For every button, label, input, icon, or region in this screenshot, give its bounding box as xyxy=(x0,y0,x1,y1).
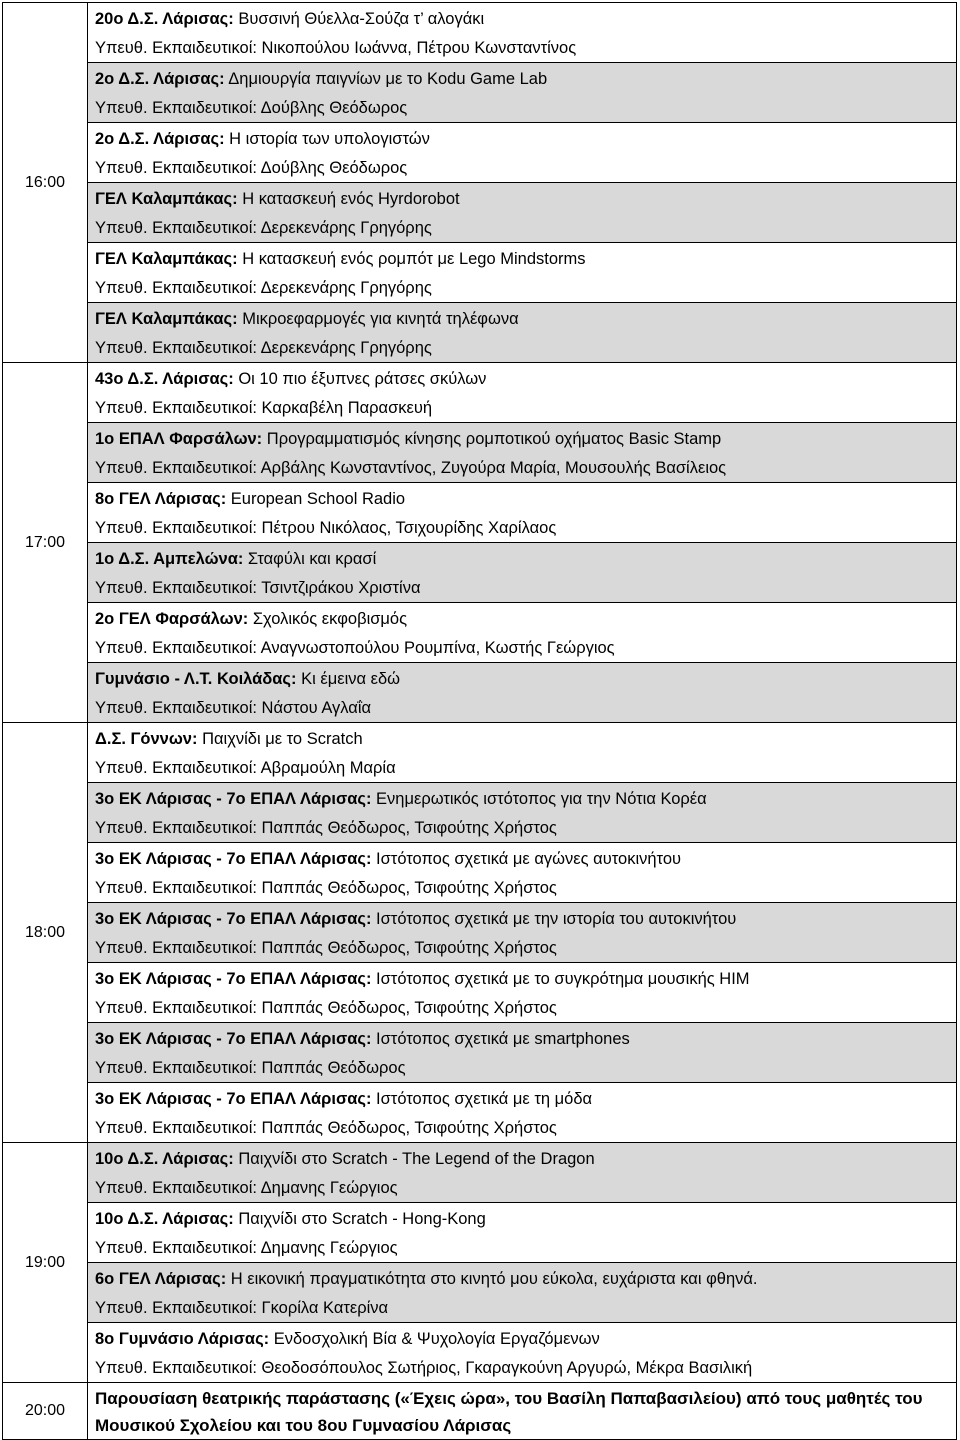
event-title-line xyxy=(95,65,956,94)
event-row xyxy=(3,1023,957,1083)
school-name: Γυμνάσιο - Λ.Τ. Κοιλάδας: xyxy=(95,670,297,688)
project-title: Η ιστορία των υπολογιστών xyxy=(224,130,430,148)
event-row xyxy=(3,1263,957,1323)
event-title-line xyxy=(95,785,956,814)
school-name: ΓΕΛ Καλαμπάκας: xyxy=(95,250,238,268)
responsible-teachers: Υπευθ. Εκπαιδευτικοί: Νικοπούλου Ιωάννα, Πέτρου Κωνσταντίνος xyxy=(95,38,577,57)
project-title: Παιχνίδι στο Scratch - Hong-Kong xyxy=(233,1210,486,1228)
school-name: 1ο Δ.Σ. Αμπελώνα: xyxy=(95,550,244,568)
event-title-line xyxy=(95,665,956,694)
event-row xyxy=(3,663,957,723)
event-row xyxy=(3,423,957,483)
event-title-line xyxy=(95,305,956,334)
event-cell xyxy=(88,663,957,723)
project-title: Οι 10 πιο έξυπνες ράτσες σκύλων xyxy=(233,370,487,388)
event-row xyxy=(3,783,957,843)
responsible-teachers: Υπευθ. Εκπαιδευτικοί: Δερεκενάρης Γρηγόρης xyxy=(95,278,432,297)
project-title: Η κατασκευή ενός ρομπότ με Lego Mindstorms xyxy=(237,250,586,268)
school-name: Δ.Σ. Γόννων: xyxy=(95,730,198,748)
project-title: Μικροεφαρμογές για κινητά τηλέφωνα xyxy=(237,310,519,328)
school-name: 20ο Δ.Σ. Λάρισας: xyxy=(95,10,234,28)
event-cell xyxy=(88,303,957,363)
schedule-body xyxy=(3,3,957,1440)
school-name: 8ο ΓΕΛ Λάρισας: xyxy=(95,490,227,508)
event-title-line xyxy=(95,425,956,454)
event-cell xyxy=(88,603,957,663)
event-title-line xyxy=(95,125,956,154)
responsible-teachers: Υπευθ. Εκπαιδευτικοί: Γκορίλα Κατερίνα xyxy=(95,1298,389,1317)
event-title-line xyxy=(95,1205,956,1234)
responsible-teachers: Υπευθ. Εκπαιδευτικοί: Δημανης Γεώργιος xyxy=(95,1178,398,1197)
responsible-teachers: Υπευθ. Εκπαιδευτικοί: Αβραμούλη Μαρία xyxy=(95,758,396,777)
event-cell xyxy=(88,423,957,483)
project-title: Δημιουργία παιγνίων με το Kodu Game Lab xyxy=(224,70,548,88)
event-title-line xyxy=(95,245,956,274)
event-row xyxy=(3,1083,957,1143)
event-title-line xyxy=(95,1325,956,1354)
school-name: 6ο ΓΕΛ Λάρισας: xyxy=(95,1270,227,1288)
project-title: Ιστότοπος σχετικά με το συγκρότημα μουσικής HIM xyxy=(371,970,750,988)
project-title: Κι έμεινα εδώ xyxy=(296,670,401,688)
event-row xyxy=(3,483,957,543)
project-title: Προγραμματισμός κίνησης ρομποτικού οχήματος Basic Stamp xyxy=(262,430,722,448)
responsible-teachers: Υπευθ. Εκπαιδευτικοί: Δημανης Γεώργιος xyxy=(95,1238,398,1257)
event-row xyxy=(3,723,957,783)
event-cell xyxy=(88,1203,957,1263)
school-name: ΓΕΛ Καλαμπάκας: xyxy=(95,310,238,328)
school-name: 3ο ΕΚ Λάρισας - 7ο ΕΠΑΛ Λάρισας: xyxy=(95,910,372,928)
event-cell xyxy=(88,483,957,543)
project-title: Παιχνίδι με το Scratch xyxy=(197,730,363,748)
event-title-line xyxy=(95,1085,956,1114)
school-name: 8ο Γυμνάσιο Λάρισας: xyxy=(95,1330,270,1348)
responsible-teachers: Υπευθ. Εκπαιδευτικοί: Τσιντζιράκου Χριστίνα xyxy=(95,578,421,597)
event-row xyxy=(3,903,957,963)
school-name: 3ο ΕΚ Λάρισας - 7ο ΕΠΑΛ Λάρισας: xyxy=(95,850,372,868)
event-row xyxy=(3,543,957,603)
project-title: Ενημερωτικός ιστότοπος για την Νότια Κορέα xyxy=(371,790,707,808)
event-cell xyxy=(88,783,957,843)
project-title: Σταφύλι και κρασί xyxy=(243,550,377,568)
schedule-table xyxy=(2,2,957,1440)
event-row xyxy=(3,843,957,903)
event-title-line xyxy=(95,1025,956,1054)
event-title-line xyxy=(95,905,956,934)
event-title-line xyxy=(95,845,956,874)
responsible-teachers: Υπευθ. Εκπαιδευτικοί: Δερεκενάρης Γρηγόρης xyxy=(95,338,432,357)
event-title-line xyxy=(95,1145,956,1174)
event-row xyxy=(3,123,957,183)
responsible-teachers: Υπευθ. Εκπαιδευτικοί: Δερεκενάρης Γρηγόρης xyxy=(95,218,432,237)
project-title: Ενδοσχολική Βία & Ψυχολογία Εργαζόμενων xyxy=(269,1330,600,1348)
event-cell xyxy=(88,1083,957,1143)
school-name: 10ο Δ.Σ. Λάρισας: xyxy=(95,1150,234,1168)
event-row xyxy=(3,1203,957,1263)
school-name: 10ο Δ.Σ. Λάρισας: xyxy=(95,1210,234,1228)
project-title: Ιστότοπος σχετικά με αγώνες αυτοκινήτου xyxy=(371,850,682,868)
event-cell xyxy=(88,723,957,783)
event-row xyxy=(3,1143,957,1203)
closing-row xyxy=(3,1383,957,1440)
event-cell xyxy=(88,63,957,123)
event-row xyxy=(3,1323,957,1383)
school-name: 3ο ΕΚ Λάρισας - 7ο ΕΠΑΛ Λάρισας: xyxy=(95,1030,372,1048)
event-cell xyxy=(88,843,957,903)
closing-event-cell xyxy=(88,1383,957,1440)
responsible-teachers: Υπευθ. Εκπαιδευτικοί: Παππάς Θεόδωρος, Τσιφούτης Χρήστος xyxy=(95,998,557,1017)
event-row xyxy=(3,3,957,63)
time-slot-label: 19:00 xyxy=(3,1143,88,1383)
responsible-teachers: Υπευθ. Εκπαιδευτικοί: Παππάς Θεόδωρος, Τσιφούτης Χρήστος xyxy=(95,1118,557,1137)
event-title-line xyxy=(95,5,956,34)
project-title: Η κατασκευή ενός Hyrdorobot xyxy=(237,190,460,208)
event-cell xyxy=(88,903,957,963)
responsible-teachers: Υπευθ. Εκπαιδευτικοί: Δούβλης Θεόδωρος xyxy=(95,98,408,117)
responsible-teachers: Υπευθ. Εκπαιδευτικοί: Καρκαβέλη Παρασκευή xyxy=(95,398,433,417)
school-name: 3ο ΕΚ Λάρισας - 7ο ΕΠΑΛ Λάρισας: xyxy=(95,970,372,988)
event-title-line xyxy=(95,485,956,514)
time-slot-label: 16:00 xyxy=(3,3,88,363)
school-name: 3ο ΕΚ Λάρισας - 7ο ΕΠΑΛ Λάρισας: xyxy=(95,790,372,808)
event-row xyxy=(3,963,957,1023)
event-row xyxy=(3,63,957,123)
event-title-line xyxy=(95,365,956,394)
event-cell xyxy=(88,243,957,303)
event-cell xyxy=(88,1143,957,1203)
event-cell xyxy=(88,1263,957,1323)
event-title-line xyxy=(95,1265,956,1294)
event-row xyxy=(3,303,957,363)
event-row xyxy=(3,243,957,303)
event-title-line xyxy=(95,605,956,634)
event-title-line xyxy=(95,725,956,754)
project-title: Σχολικός εκφοβισμός xyxy=(248,610,408,628)
school-name: 2ο Δ.Σ. Λάρισας: xyxy=(95,130,225,148)
event-title-line xyxy=(95,185,956,214)
event-row xyxy=(3,363,957,423)
project-title: Παιχνίδι στο Scratch - The Legend of the Dragon xyxy=(233,1150,595,1168)
event-row xyxy=(3,603,957,663)
event-title-line xyxy=(95,545,956,574)
responsible-teachers: Υπευθ. Εκπαιδευτικοί: Παππάς Θεόδωρος xyxy=(95,1058,406,1077)
responsible-teachers: Υπευθ. Εκπαιδευτικοί: Θεοδοσόπουλος Σωτήριος, Γκαραγκούνη Αργυρώ, Μέκρα Βασιλική xyxy=(95,1358,753,1377)
event-cell xyxy=(88,963,957,1023)
school-name: ΓΕΛ Καλαμπάκας: xyxy=(95,190,238,208)
responsible-teachers: Υπευθ. Εκπαιδευτικοί: Αρβάλης Κωνσταντίνος, Ζυγούρα Μαρία, Μουσουλής Βασίλειος xyxy=(95,458,727,477)
responsible-teachers: Υπευθ. Εκπαιδευτικοί: Πέτρου Νικόλαος, Τσιχουρίδης Χαρίλαος xyxy=(95,518,557,537)
project-title: Βυσσινή Θύελλα-Σούζα τ’ αλογάκι xyxy=(233,10,485,28)
time-slot-label: 18:00 xyxy=(3,723,88,1143)
event-row xyxy=(3,183,957,243)
school-name: 1ο ΕΠΑΛ Φαρσάλων: xyxy=(95,430,263,448)
event-cell xyxy=(88,3,957,63)
school-name: 2ο ΓΕΛ Φαρσάλων: xyxy=(95,610,249,628)
time-slot-label: 17:00 xyxy=(3,363,88,723)
closing-event-text: Παρουσίαση θεατρικής παράστασης («Έχεις ώρα», του Βασίλη Παπαβασιλείου) από τους μαθητές του Μουσικού Σχολείου και του 8ου Γυμνασίου Λάρισας xyxy=(95,1389,923,1435)
school-name: 2ο Δ.Σ. Λάρισας: xyxy=(95,70,225,88)
project-title: Η εικονική πραγματικότητα στο κινητό μου εύκολα, ευχάριστα και φθηνά. xyxy=(226,1270,758,1288)
project-title: Ιστότοπος σχετικά με τη μόδα xyxy=(371,1090,593,1108)
responsible-teachers: Υπευθ. Εκπαιδευτικοί: Παππάς Θεόδωρος, Τσιφούτης Χρήστος xyxy=(95,878,557,897)
event-cell xyxy=(88,123,957,183)
event-cell xyxy=(88,183,957,243)
responsible-teachers: Υπευθ. Εκπαιδευτικοί: Νάστου Αγλαΐα xyxy=(95,698,372,717)
project-title: European School Radio xyxy=(226,490,406,508)
responsible-teachers: Υπευθ. Εκπαιδευτικοί: Δούβλης Θεόδωρος xyxy=(95,158,408,177)
event-title-line xyxy=(95,965,956,994)
responsible-teachers: Υπευθ. Εκπαιδευτικοί: Παππάς Θεόδωρος, Τσιφούτης Χρήστος xyxy=(95,818,557,837)
time-slot-label: 20:00 xyxy=(3,1383,88,1440)
project-title: Ιστότοπος σχετικά με smartphones xyxy=(371,1030,630,1048)
event-cell xyxy=(88,1323,957,1383)
responsible-teachers: Υπευθ. Εκπαιδευτικοί: Αναγνωστοπούλου Ρουμπίνα, Κωστής Γεώργιος xyxy=(95,638,615,657)
event-cell xyxy=(88,363,957,423)
school-name: 43ο Δ.Σ. Λάρισας: xyxy=(95,370,234,388)
event-cell xyxy=(88,543,957,603)
responsible-teachers: Υπευθ. Εκπαιδευτικοί: Παππάς Θεόδωρος, Τσιφούτης Χρήστος xyxy=(95,938,557,957)
project-title: Ιστότοπος σχετικά με την ιστορία του αυτοκινήτου xyxy=(371,910,737,928)
school-name: 3ο ΕΚ Λάρισας - 7ο ΕΠΑΛ Λάρισας: xyxy=(95,1090,372,1108)
event-cell xyxy=(88,1023,957,1083)
